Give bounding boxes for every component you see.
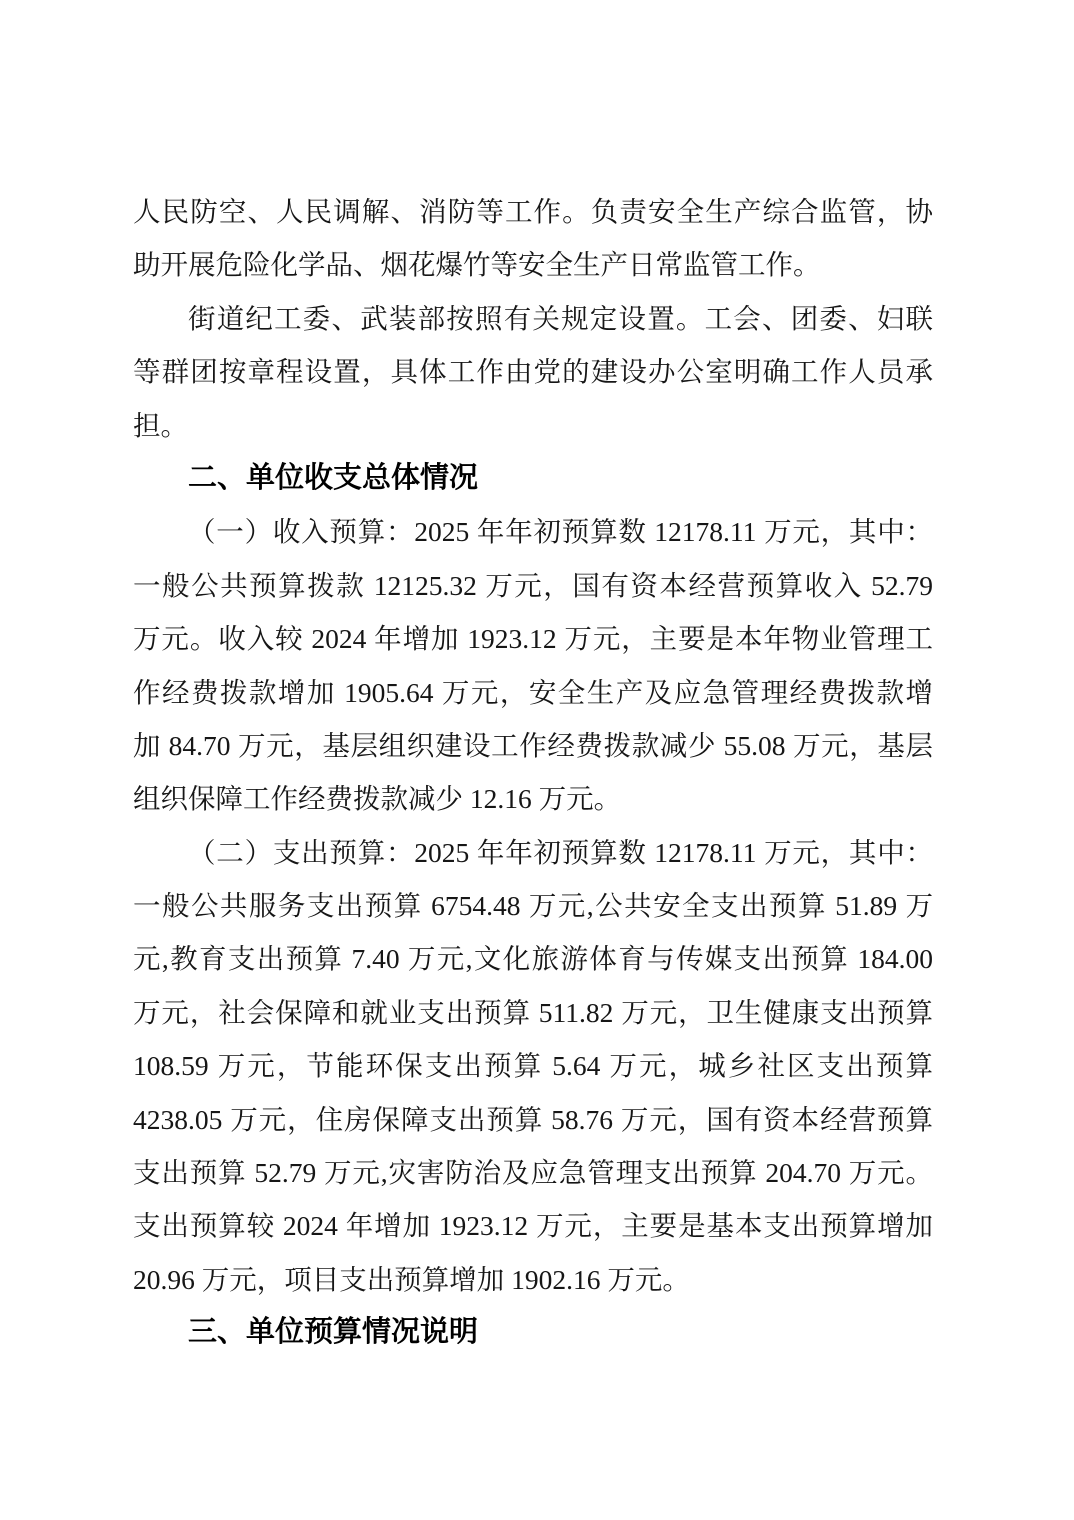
text-line: 助开展危险化学品、烟花爆竹等安全生产日常监管工作。 (133, 249, 821, 281)
text-line: 20.96 万元，项目支出预算增加 1902.16 万元。 (133, 1263, 690, 1295)
text-line: 作经费拨款增加 1905.64 万元，安全生产及应急管理经费拨款增 (133, 676, 933, 708)
text-line: 万元，社会保障和就业支出预算 511.82 万元，卫生健康支出预算 (133, 996, 933, 1028)
heading-text-line: 三、单位预算情况说明 (188, 1316, 479, 1349)
paragraph (133, 505, 933, 825)
text-line: 支出预算 52.79 万元,灾害防治及应急管理支出预算 204.70 万元。 (133, 1157, 933, 1189)
text-line: 一般公共预算拨款 12125.32 万元，国有资本经营预算收入 52.79 (133, 569, 933, 601)
paragraph (133, 292, 933, 452)
text-line: 支出预算较 2024 年增加 1923.12 万元，主要是基本支出预算增加 (133, 1210, 933, 1242)
text-line: 4238.05 万元，住房保障支出预算 58.76 万元，国有资本经营预算 (133, 1103, 933, 1135)
document-content (133, 185, 933, 1360)
text-line: 街道纪工委、武装部按照有关规定设置。工会、团委、妇联 (188, 302, 933, 334)
text-line: （一）收入预算：2025 年年初预算数 12178.11 万元，其中： (188, 516, 933, 548)
heading-text-line: 二、单位收支总体情况 (188, 461, 479, 494)
text-line: （二）支出预算：2025 年年初预算数 12178.11 万元，其中： (188, 836, 933, 868)
text-line: 108.59 万元，节能环保支出预算 5.64 万元，城乡社区支出预算 (133, 1050, 933, 1082)
paragraph (133, 185, 933, 292)
text-line: 等群团按章程设置，具体工作由党的建设办公室明确工作人员承 (133, 356, 933, 388)
section-heading (133, 1306, 933, 1359)
text-line: 元,教育支出预算 7.40 万元,文化旅游体育与传媒支出预算 184.00 (133, 943, 933, 975)
text-line: 人民防空、人民调解、消防等工作。负责安全生产综合监管，协 (133, 196, 933, 227)
text-line: 组织保障工作经费拨款减少 12.16 万元。 (133, 783, 622, 815)
text-line: 加 84.70 万元，基层组织建设工作经费拨款减少 55.08 万元，基层 (133, 729, 933, 761)
text-line: 万元。收入较 2024 年增加 1923.12 万元，主要是本年物业管理工 (133, 623, 933, 655)
text-line: 一般公共服务支出预算 6754.48 万元,公共安全支出预算 51.89 万 (133, 890, 933, 922)
paragraph (133, 826, 933, 1307)
section-heading (133, 452, 933, 505)
text-line: 担。 (133, 409, 188, 441)
